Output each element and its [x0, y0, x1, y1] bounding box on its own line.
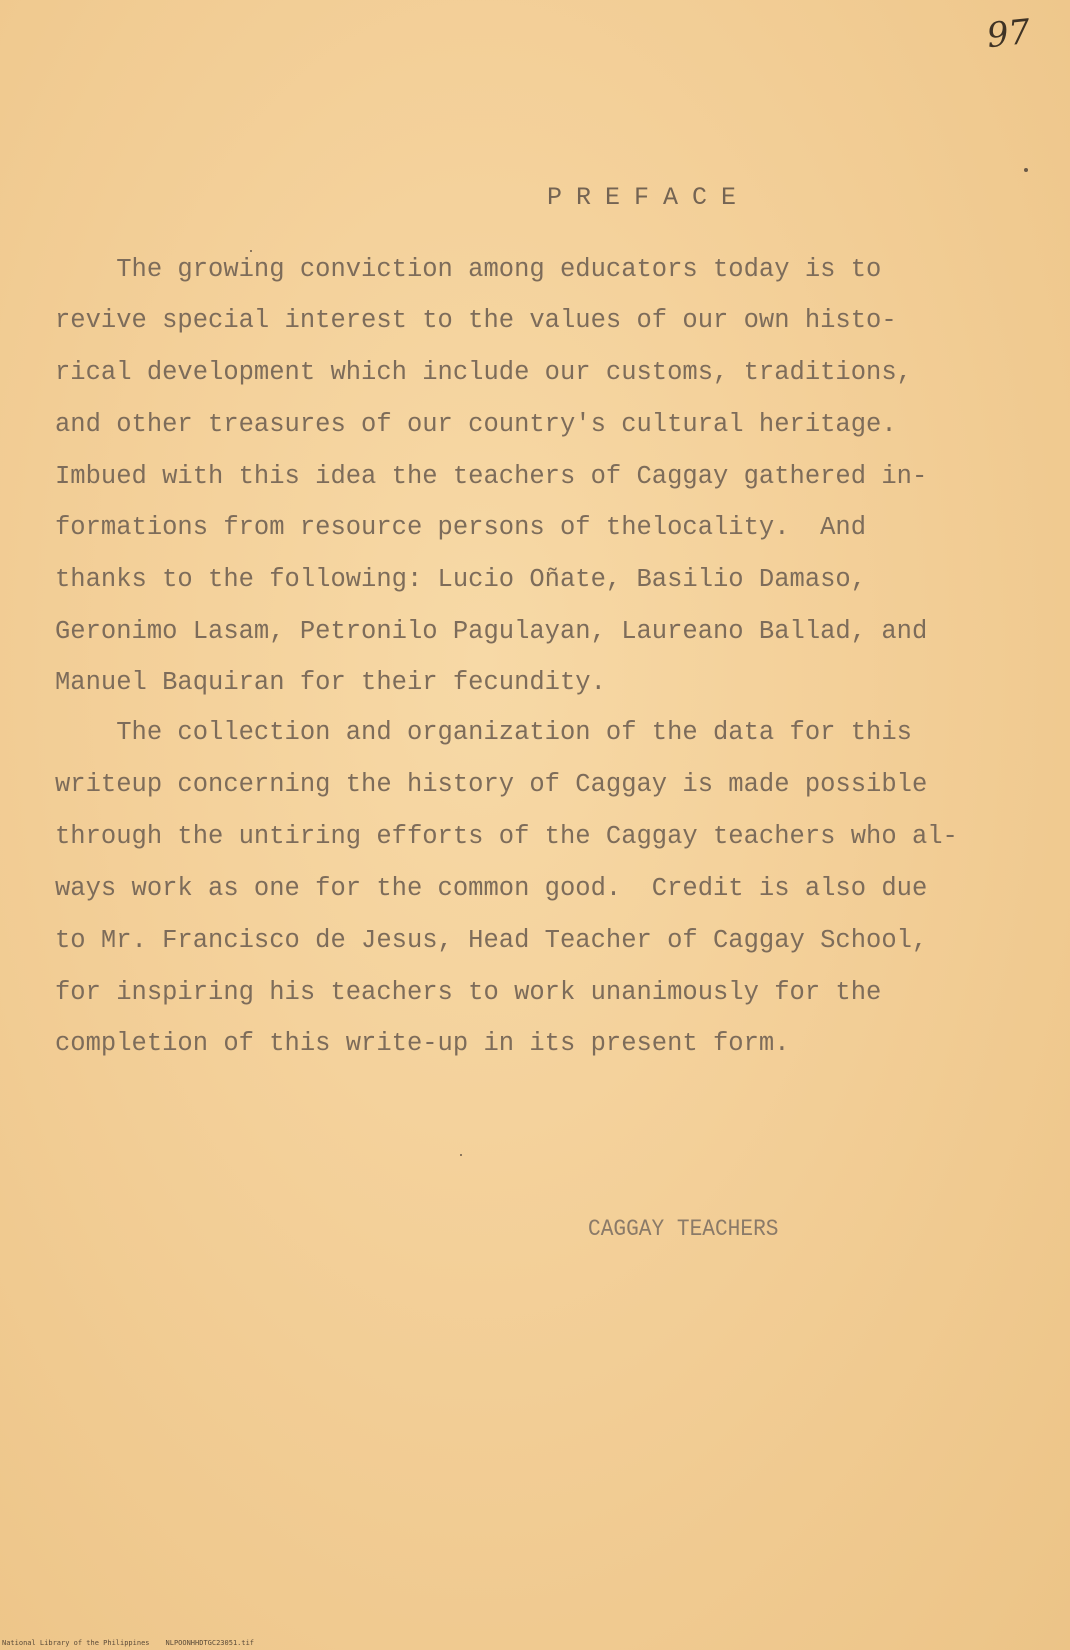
paper-speck [1024, 168, 1028, 172]
paper-speck [460, 1154, 462, 1156]
text-line: Imbued with this idea the teachers of Caggay gathered in- [55, 462, 928, 491]
page-number: 97 [984, 11, 1032, 57]
text-line: formations from resource persons of thelocality. And [55, 513, 867, 542]
text-line: revive special interest to the values of our own histo- [55, 306, 897, 335]
footer-file: NLPOONHHDTGC23051.tif [165, 1639, 255, 1647]
signature: CAGGAY TEACHERS [588, 1216, 779, 1242]
text-line: Geronimo Lasam, Petronilo Pagulayan, Laureano Ballad, and [55, 617, 928, 646]
text-line: rical development which include our customs, traditions, [55, 358, 912, 387]
archive-footer [2, 1639, 270, 1647]
text-line: through the untiring efforts of the Caggay teachers who al- [55, 822, 958, 851]
text-line: The growing conviction among educators today is to [55, 255, 882, 284]
text-line: completion of this write-up in its present form. [55, 1029, 790, 1058]
text-line: Manuel Baquiran for their fecundity. [55, 668, 606, 697]
text-line: for inspiring his teachers to work unanimously for the [55, 978, 882, 1007]
footer-library: National Library of the Philippines [2, 1639, 150, 1647]
text-line: writeup concerning the history of Caggay is made possible [55, 770, 928, 799]
text-line: and other treasures of our country's cultural heritage. [55, 410, 897, 439]
text-line: thanks to the following: Lucio Oñate, Basilio Damaso, [55, 565, 867, 594]
text-line: ways work as one for the common good. Credit is also due [55, 874, 928, 903]
text-line: to Mr. Francisco de Jesus, Head Teacher of Caggay School, [55, 926, 928, 955]
page-title: PREFACE [546, 183, 750, 212]
paper-speck [250, 250, 252, 252]
text-line: The collection and organization of the data for this [55, 718, 912, 747]
